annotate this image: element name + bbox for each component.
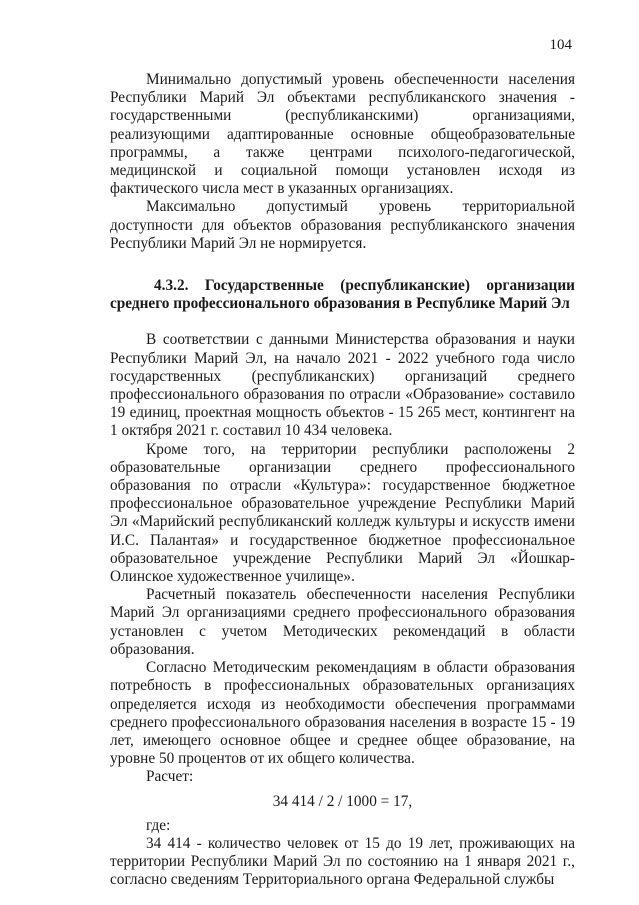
paragraph-methodical-recommendations: Согласно Методическим рекомендациям в области образования потребность в профессиональных образовательных организациях определяется исходя из необходимости обеспечения программами среднего профессионального образования населения в возрасте 15 - 19 лет, имеющего основное общее и среднее общее образование, на уровне 50 процентов от их общего количества.: [110, 659, 575, 768]
paragraph-calculated-indicator: Расчетный показатель обеспеченности населения Республики Марий Эл организациями среднего профессионального образования установлен с учетом Методических рекомендаций в области образования.: [110, 586, 575, 658]
where-label: где:: [146, 816, 171, 834]
section-heading: 4.3.2. Государственные (республиканские) организации среднего профессионального образования в Республике Марий Эл: [110, 277, 575, 313]
paragraph-culture-organizations: Кроме того, на территории республики расположены 2 образовательные организации среднего профессионального образования по отрасли «Культура»: государственное бюджетное профессиональное образовательное учреждение Республики Марий Эл «Марийский республиканский колледж культуры и искусств имени И.С. Палантая» и государственное бюджетное профессиональное образовательное учреждение Республики Марий Эл «Йошкар-Олинское художественное училище».: [110, 440, 575, 586]
formula: 34 414 / 2 / 1000 = 17,: [272, 792, 413, 810]
paragraph-ministry-data: В соответствии с данными Министерства образования и науки Республики Марий Эл, на начало 2021 - 2022 учебного года число государственных (республиканских) организаций среднего профессионального образования по отрасли «Образование» составило 19 единиц, проектная мощность объектов - 15 265 мест, контингент на 1 октября 2021 г. составил 10 434 человека.: [110, 331, 575, 440]
paragraph-population-count: 34 414 - количество человек от 15 до 19 лет, проживающих на территории Республики Марий Эл по состоянию на 1 января 2021 г., согласно сведениям Территориального органа Федеральной службы: [110, 834, 575, 889]
paragraph-max-accessibility: Максимально допустимый уровень территориальной доступности для объектов образования республиканского значения Республики Марий Эл не нормируется.: [110, 198, 575, 252]
calc-label: Расчет:: [146, 768, 194, 786]
paragraph-min-level: Минимально допустимый уровень обеспеченности населения Республики Марий Эл объектами республиканского значения - государственными (республиканскими) организациями, реализующими адаптированные основные общеобразовательные программы, а также центрами психолого-педагогической, медицинской и социальной помощи установлен исходя из фактического числа мест в указанных организациях.: [110, 71, 575, 198]
page-number: 104: [549, 37, 572, 53]
page-content: [110, 71, 575, 890]
